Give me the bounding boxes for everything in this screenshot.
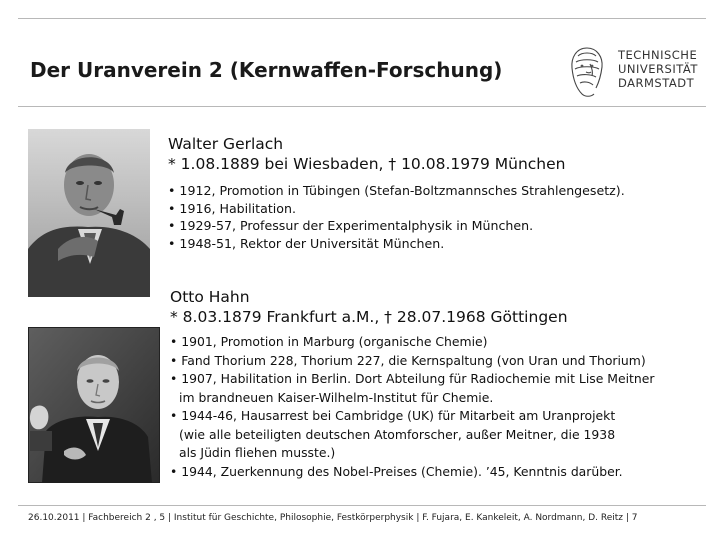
bullet-item: • 1912, Promotion in Tübingen (Stefan-Boltzmannsches Strahlengesetz). — [168, 183, 625, 198]
person-name: Otto Hahn — [170, 288, 250, 306]
bullet-item: • Fand Thorium 228, Thorium 227, die Kernspaltung (von Uran und Thorium) — [170, 352, 646, 368]
header-top-rule — [18, 18, 706, 19]
portrait-hahn — [28, 327, 160, 483]
bullet-item: • 1929-57, Professur der Experimentalphysik in München. — [168, 218, 534, 233]
header-bottom-rule — [18, 106, 706, 107]
person-life-dates: * 1.08.1889 bei Wiesbaden, † 10.08.1979 München — [168, 155, 566, 173]
bullet-item: • 1916, Habilitation. — [168, 200, 296, 216]
logo-line-1: TECHNISCHE — [618, 48, 698, 62]
person-name: Walter Gerlach — [168, 135, 284, 153]
person-life-dates: * 8.03.1879 Frankfurt a.M., † 28.07.1968 Göttingen — [170, 308, 568, 326]
athena-head-icon — [566, 42, 608, 100]
bullet-item: • 1901, Promotion in Marburg (organische Chemie) — [170, 334, 488, 349]
bullet-item: • 1948-51, Rektor der Universität München. — [168, 235, 445, 251]
person-hahn — [170, 287, 716, 481]
tu-darmstadt-logo — [566, 42, 716, 100]
bullet-item-continuation: (wie alle beteiligten deutschen Atomforscher, außer Meitner, die 1938 — [179, 426, 616, 442]
person-gerlach — [168, 134, 714, 252]
bullet-list — [170, 333, 716, 481]
bullet-item: • 1944-46, Hausarrest bei Cambridge (UK) für Mitarbeit am Uranprojekt — [170, 408, 616, 423]
portrait-gerlach — [28, 129, 150, 297]
bullet-list — [168, 182, 714, 252]
bullet-item-continuation: im brandneuen Kaiser-Wilhelm-Institut für Chemie. — [179, 389, 494, 405]
slide-title: Der Uranverein 2 (Kernwaffen-Forschung) — [30, 58, 503, 82]
bullet-item: • 1907, Habilitation in Berlin. Dort Abteilung für Radiochemie mit Lise Meitner — [170, 371, 655, 386]
logo-line-2: UNIVERSITÄT — [618, 62, 698, 76]
bullet-item: • 1944, Zuerkennung des Nobel-Preises (Chemie). ’45, Kenntnis darüber. — [170, 463, 623, 479]
footer-rule — [18, 505, 706, 506]
bullet-item-continuation: als Jüdin fliehen musste.) — [179, 445, 336, 460]
logo-line-3: DARMSTADT — [618, 76, 695, 90]
slide-footer: 26.10.2011 | Fachbereich 2 , 5 | Institut für Geschichte, Philosophie, Festkörperphysik | F. Fujara, E. Kankeleit, A. Nordmann, D. Reitz | 7 — [28, 513, 638, 523]
